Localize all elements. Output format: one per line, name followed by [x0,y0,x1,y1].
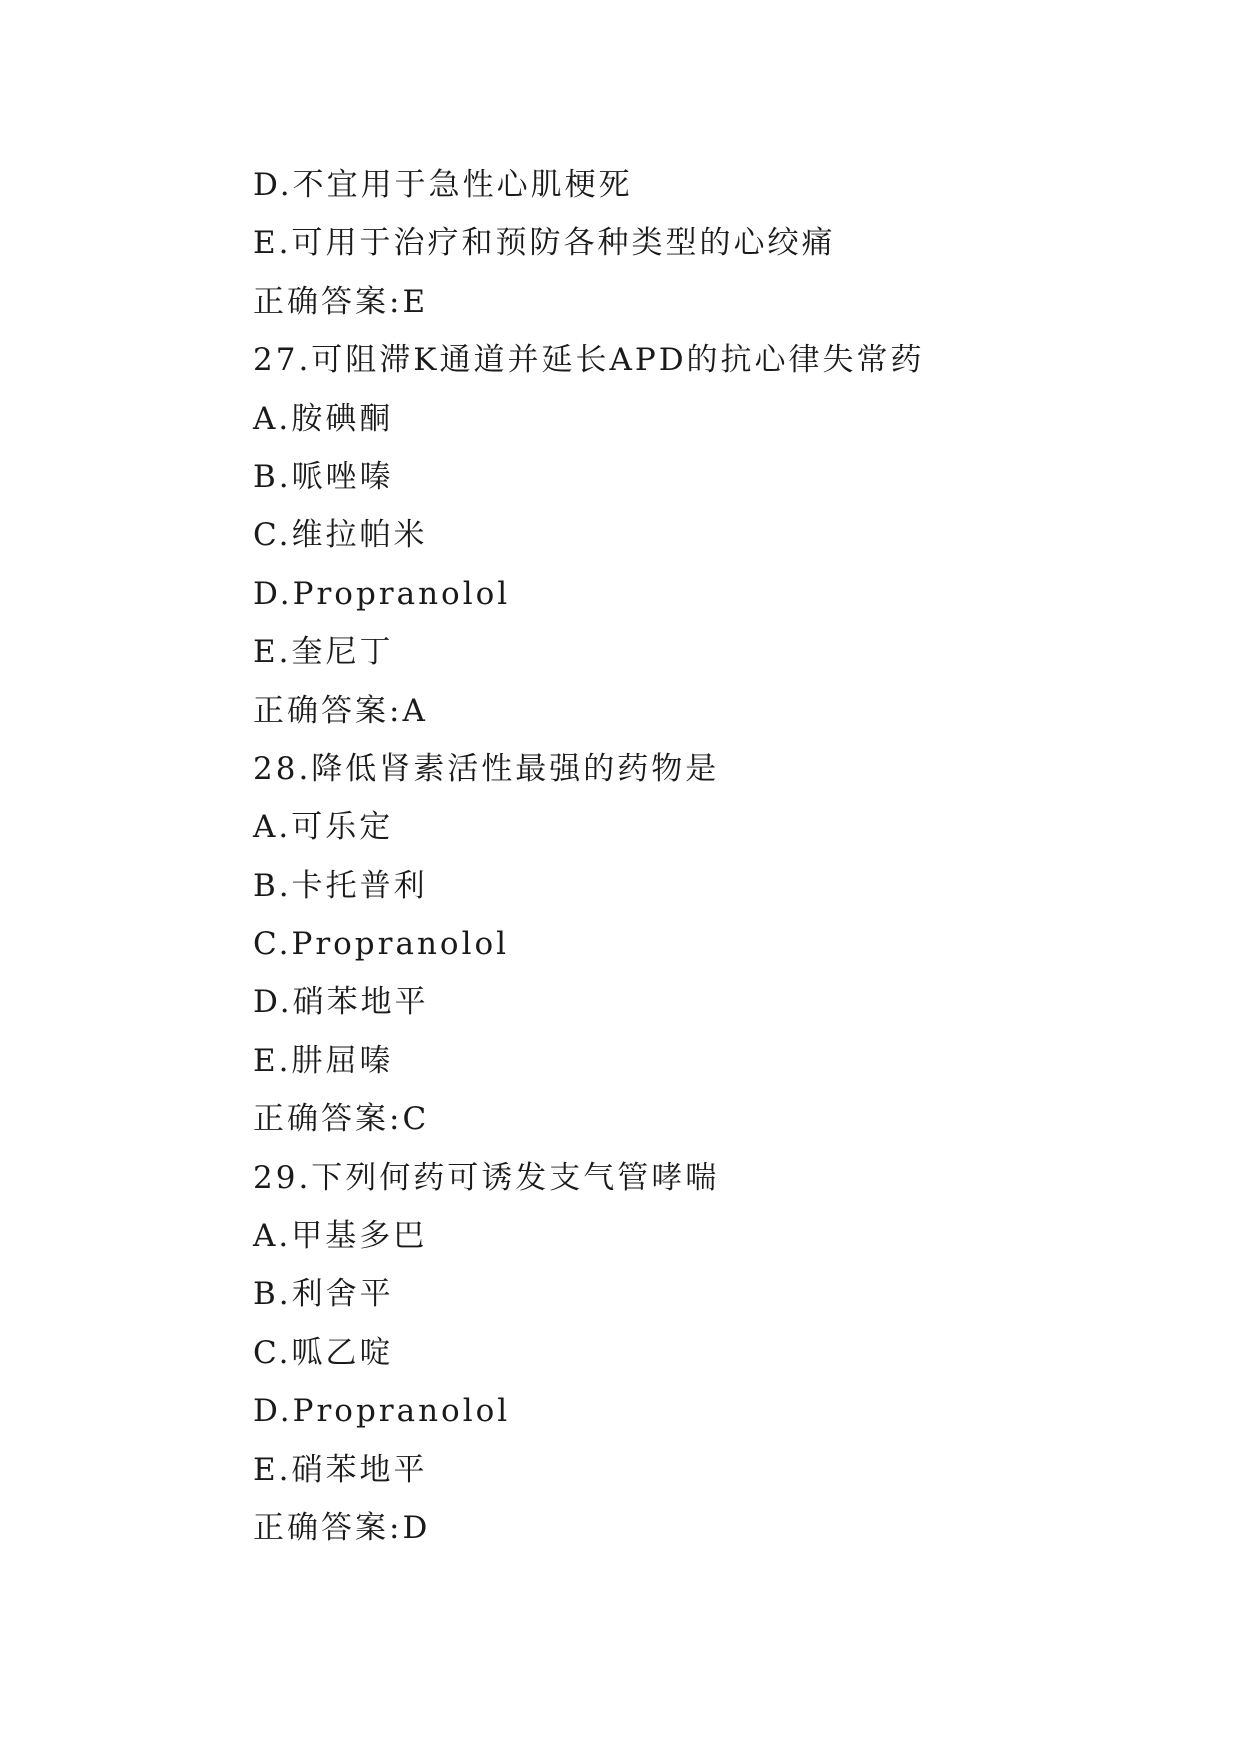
option-text: E.可用于治疗和预防各种类型的心绞痛 [253,225,836,262]
answer-text: 正确答案:E [253,283,429,320]
option-text: E.肼屈嗪 [253,1042,394,1079]
option-text: A.甲基多巴 [253,1218,428,1255]
answer-text: 正确答案:A [253,692,428,729]
option-text: B.利舍平 [253,1276,394,1313]
option-text: D.Propranolol [253,1393,511,1430]
option-text: C.Propranolol [253,926,510,963]
option-text: C.维拉帕米 [253,517,428,554]
option-text: D.Propranolol [253,575,511,612]
question-text: 27.可阻滞K通道并延长APD的抗心律失常药 [253,342,925,379]
answer-text: 正确答案:C [253,1101,430,1138]
option-text: D.硝苯地平 [253,984,429,1021]
option-text: E.奎尼丁 [253,634,394,671]
answer-text: 正确答案:D [253,1509,431,1546]
option-text: B.哌唑嗪 [253,458,394,495]
page-content [253,156,1153,1557]
option-text: E.硝苯地平 [253,1451,428,1488]
option-text: A.胺碘酮 [253,400,394,437]
option-text: D.不宜用于急性心肌梗死 [253,167,633,203]
question-text: 29.下列何药可诱发支气管哮喘 [253,1159,720,1196]
option-text: C.呱乙啶 [253,1334,394,1371]
question-text: 28.降低肾素活性最强的药物是 [253,750,720,787]
option-text: A.可乐定 [253,809,394,846]
option-text: B.卡托普利 [253,867,428,904]
